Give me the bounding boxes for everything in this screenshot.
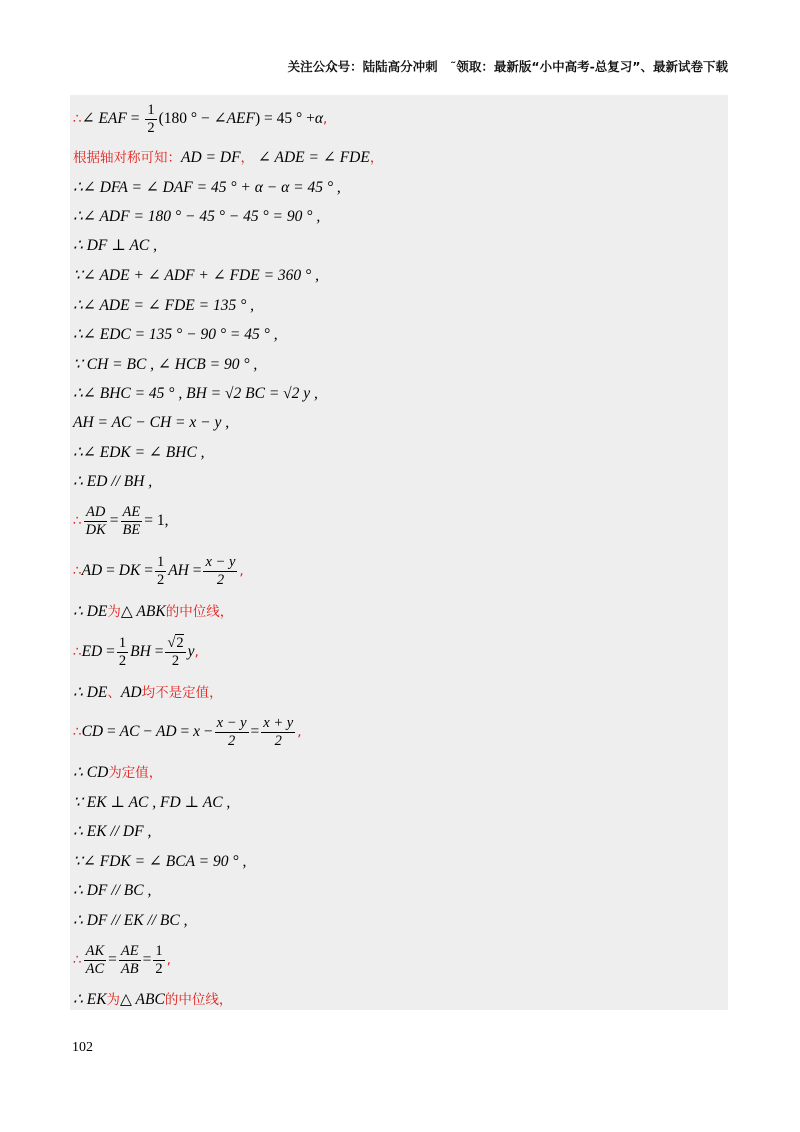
- solution-line-4: ∴∠ ADF = 180 ° − 45 ° − 45 ° = 90 ° ,: [73, 208, 321, 225]
- solution-line-16: ∴ DE 为 △ ABK 的中位线，: [73, 603, 234, 620]
- solution-line-13: ∴ ED // BH ,: [73, 473, 153, 490]
- solution-line-8: ∴∠ EDC = 135 ° − 90 ° = 45 ° ,: [73, 326, 278, 343]
- solution-line-6: ∵∠ ADE + ∠ ADF + ∠ FDE = 360 ° ,: [73, 267, 319, 284]
- solution-line-22: ∴ EK // DF ,: [73, 823, 152, 840]
- solution-line-5: ∴ DF ⊥ AC ,: [73, 237, 158, 254]
- solution-line-12: ∴∠ EDK = ∠ BHC ,: [73, 444, 205, 461]
- solution-line-20: ∴ CD 为定值，: [73, 764, 163, 781]
- solution-line-10: ∴∠ BHC = 45 ° , BH = √2 BC = √2 y ,: [73, 385, 318, 402]
- solution-line-27: ∴ EK 为 △ ABC 的中位线，: [73, 991, 233, 1008]
- solution-line-25: ∴ DF // EK // BC ,: [73, 912, 188, 929]
- solution-line-7: ∴∠ ADE = ∠ FDE = 135 ° ,: [73, 297, 255, 314]
- solution-line-11: AH = AC − CH = x − y ,: [73, 414, 230, 431]
- page-header: 关注公众号：陆陆高分冲刺 ˜领取：最新版“小中高考-总复习”、最新试卷下载: [287, 59, 728, 74]
- solution-line-19: ∴ CD = AC − AD = x − $\frac{x - y}{2}$ = $\frac{x + y}{2}$ ,: [73, 714, 302, 749]
- solution-line-3: ∴∠ DFA = ∠ DAF = 45 ° + α − α = 45 ° ,: [73, 179, 341, 196]
- solution-line-18: ∴ DE 、 AD 均不是定值，: [73, 684, 223, 701]
- solution-line-26: ∴ $\frac{AK}{AC}$ = $\frac{AE}{AB}$ = $\frac{1}{2}$ ,: [73, 942, 171, 977]
- solution-line-21: ∵ EK ⊥ AC , FD ⊥ AC ,: [73, 794, 231, 811]
- solution-line-23: ∵∠ FDK = ∠ BCA = 90 ° ,: [73, 853, 247, 870]
- solution-line-17: ∴ ED = $\frac{1}{2}$ BH = $\frac{√2}{2}$ y ,: [73, 634, 199, 669]
- solution-line-14: ∴ $\frac{AD}{DK}$ = $\frac{AE}{BE}$ = 1,: [73, 503, 169, 538]
- solution-line-9: ∵ CH = BC , ∠ HCB = 90 ° ,: [73, 356, 258, 373]
- solution-line-1: ∴ ∠ EAF = $\frac{1}{2}$ (180 ° − ∠ AEF ) = 45 ° + α ,: [73, 101, 328, 136]
- solution-line-24: ∴ DF // BC ,: [73, 882, 152, 899]
- solution-line-2: 根据轴对称可知： AD = DF ， ∠ ADE = ∠ FDE ，: [73, 149, 384, 166]
- page-number: 102: [72, 1040, 93, 1055]
- solution-line-15: ∴ AD = DK = $\frac{1}{2}$ AH = $\frac{x - y}{2}$ ,: [73, 553, 244, 588]
